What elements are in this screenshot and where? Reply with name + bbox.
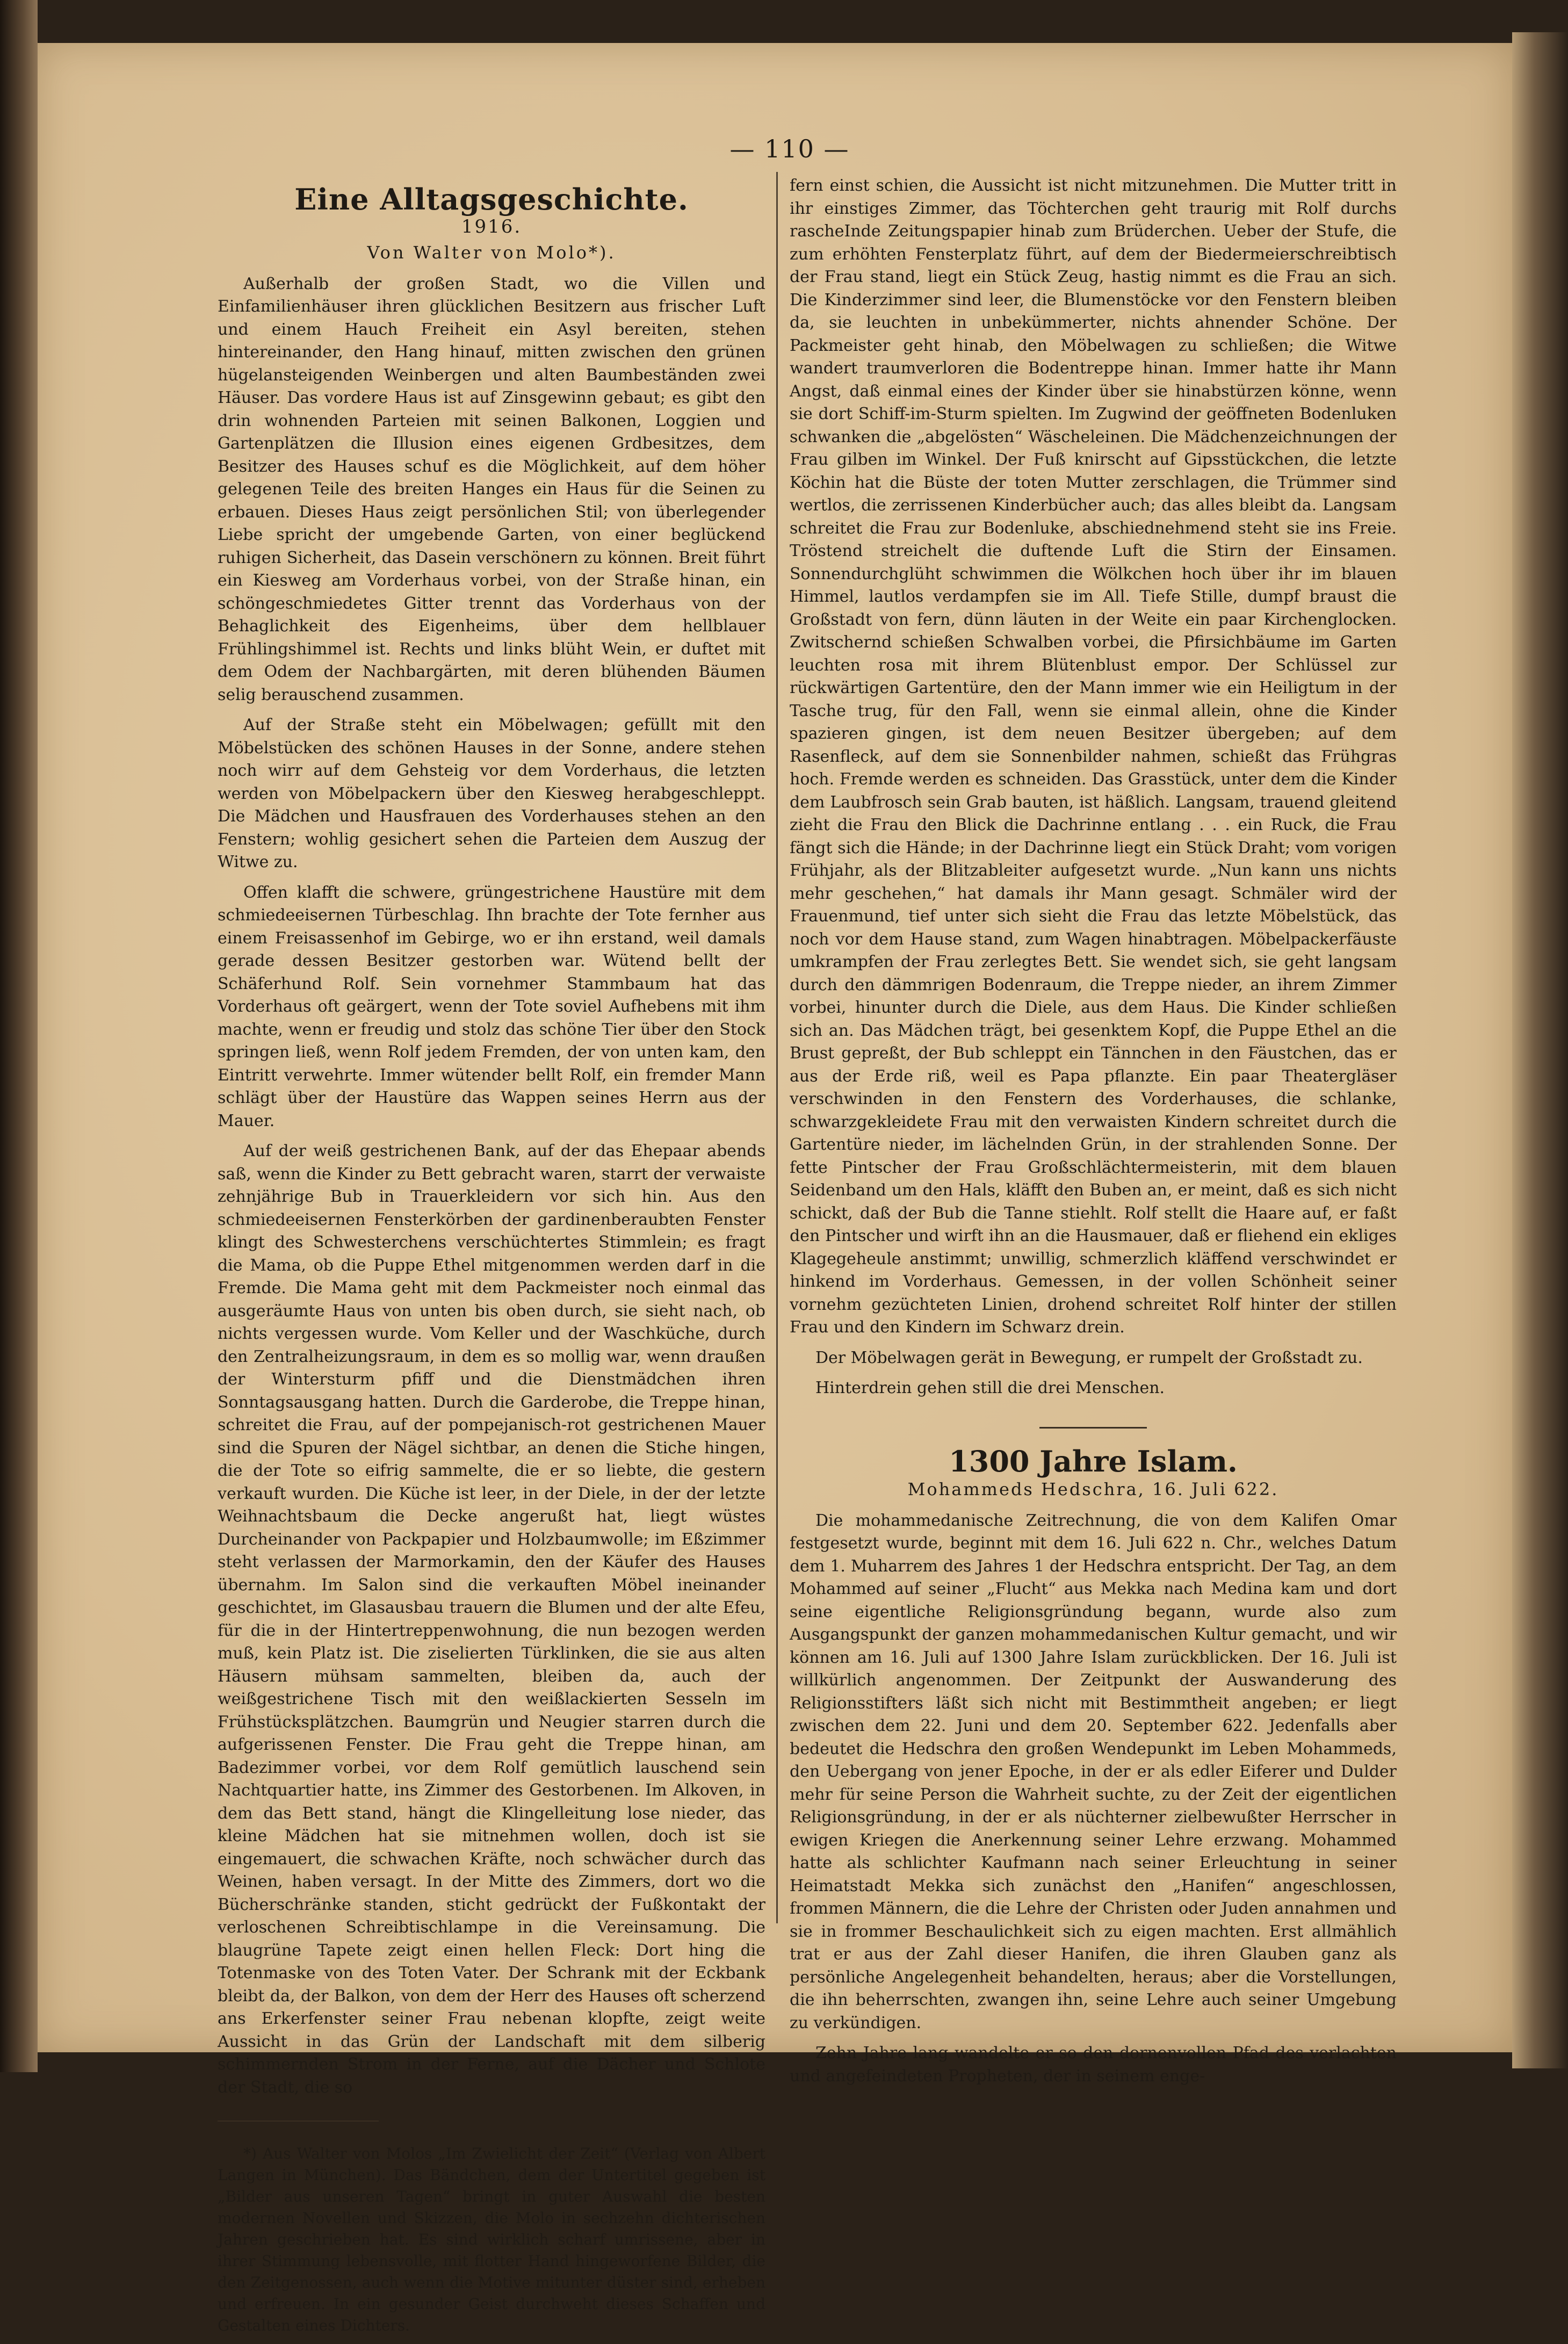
page-number: — 110 — xyxy=(729,134,850,163)
book-binding xyxy=(0,0,38,2072)
story-paragraph: Auf der weiß gestrichenen Bank, auf der das Ehepaar abends saß, wenn die Kinder zu Bett gebracht waren, starrt der verwaiste zehnjährige Bub in Trauerkleidern vor sich hin. Aus den schmiedeeisernen Fensterkörben der gardinenberaubten Fenster klingt des Schwesterchens verschüchtertes Stimmlein; es fragt die Mama, ob die Puppe Ethel mitgenommen werden darf in die Fremde. Die Mama geht mit dem Packmeister noch einmal das ausgeräumte Haus von unten bis oben durch, sie sieht nach, ob nichts vergessen wurde. Vom Keller und der Waschküche, durch den Zentralheizungsraum, in dem es so mollig war, wenn draußen der Wintersturm pfiff und die Dienstmädchen ihren Sonntagsausgang hatten. Durch die Garderobe, die Treppe hinan, schreitet die Frau, auf der pompejanisch-rot gestrichenen Mauer sind die Spuren der Nägel sichtbar, an denen die Stiche hingen, die der Tote so eifrig sammelte, die er so liebte, die gestern verkauft wurden. Die Küche ist leer, in der Diele, in der der letzte Weihnachtsbaum die Decke angerußt hat, liegt wüstes Durcheinander von Packpapier und Holzbaumwolle; im Eßzimmer steht verlassen der Marmorkamin, den der Käufer des Hauses übernahm. Im Salon sind die verkauften Möbel ineinander geschichtet, im Glasausbau trauern die Blumen und der alte Efeu, für die in der Hintertreppenwohnung, die nun bezogen werden muß, kein Platz ist. Die ziselierten Türklinken, die sie aus alten Häusern mühsam sammelten, bleiben da, auch der weißgestrichene Tisch mit den weißlackierten Sesseln im Frühstücksplätzchen. Baumgrün und Neugier starren durch die aufgerissenen Fenster. Die Frau geht die Treppe hinan, am Badezimmer vorbei, vor dem Rolf gemütlich lauschend sein Nachtquartier hatte, ins Zimmer des Gestorbenen. Im Alkoven, in dem das Bett stand, hängt die Klingelleitung lose nieder, das kleine Mädchen hat sie mitnehmen wollen, doch ist sie eingemauert, die schwachen Kräfte, noch schwächer durch das Weinen, haben versagt. In der Mitte des Zimmers, dort wo die Bücherschränke standen, sticht gedrückt der Fußkontakt der verloschenen Schreibtischlampe in die Vereinsamung. Die blaugrüne Tapete zeigt einen hellen Fleck: Dort hing die Totenmaske von des Toten Vater. Der Schrank mit der Eckbank bleibt da, der Balkon, von dem der Herr des Hauses oft scherzend ans Erkerfenster seiner Frau nebenan klopfte, zeigt weite Aussicht in das Grün der Landschaft mit dem silberig schimmernden Strom in der Ferne, auf die Dächer und Schlote der Stadt, die so xyxy=(218,1142,765,2097)
article-paragraph: Zehn Jahre lang wandelte er so den dornenvollen Pfad des verlachten und angefeindeten Propheten, der in seinem enge- xyxy=(790,2044,1397,2086)
story-paragraph: Auf der Straße steht ein Möbelwagen; gefüllt mit den Möbelstücken des schönen Hauses in der Sonne, andere stehen noch wirr auf dem Gehsteig vor dem Vorderhaus, die letzten werden von Möbelpackern über den Kiesweg herabgeschleppt. Die Mädchen und Hausfrauen des Vorderhauses stehen an den Fenstern; wohlig gesichert sehen die Parteien dem Auszug der Witwe zu. xyxy=(218,716,765,871)
article-subtitle: Mohammeds Hedschra, 16. Juli 622. xyxy=(907,1479,1279,1499)
column-divider xyxy=(776,172,778,1923)
story-byline: Von Walter von Molo*). xyxy=(367,242,616,263)
facing-page-edge xyxy=(1512,32,1568,2068)
story-continuation: fern einst schien, die Aussicht ist nicht mitzunehmen. Die Mutter tritt in ihr einstiges Zimmer, das Töchterchen geht traurig mit Rolf durchs rascheIndе Zeitungspapier hinab zum Brüderchen. Ueber der Stufe, die zum erhöhten Fensterplatz führt, auf dem der Biedermeierschreibtisch der Frau stand, liegt ein Stück Zeug, hastig nimmt es die Frau an sich. Die Kinderzimmer sind leer, die Blumenstöcke vor den Fenstern bleiben da, sie leuchten in unbekümmerter, nichts ahnender Schöne. Der Packmeister geht hinab, den Möbelwagen zu schließen; die Witwe wandert traumverloren die Bodentreppe hinan. Immer hatte ihr Mann Angst, daß einmal eines der Kinder über sie hinabstürzen könne, wenn sie dort Schiff-im-Sturm spielten. Im Zugwind der geöffneten Bodenluken schwanken die „abgelösten“ Wäscheleinen. Die Mädchenzeichnungen der Frau gilben im Winkel. Der Fuß knirscht auf Gipsstückchen, die letzte Köchin hat die Büste der toten Mutter zerschlagen, die Trümmer sind wertlos, die zerrissenen Kinderbücher auch; das alles bleibt da. Langsam schreitet die Frau zur Bodenluke, abschiednehmend steht sie ins Freie. Tröstend streichelt die duftende Luft die Stirn der Einsamen. Sonnendurchglüht schwimmen die Wölkchen hoch über ihr im blauen Himmel, lautlos verdampfen sie im All. Tiefe Stille, dumpf braust die Großstadt von fern, dünn läuten in der Weite ein paar Kirchenglocken. Zwitschernd schießen Schwalben vorbei, die Pfirsichbäume im Garten leuchten rosa mit ihrem Blütenblust empor. Der Schlüssel zur rückwärtigen Gartentüre, den der Mann immer wie ein Heiligtum in der Tasche trug, für den Fall, wenn sie einmal allein, ohne die Kinder spazieren gingen, ist dem neuen Besitzer übergeben; auf dem Rasenfleck, auf dem sie Sonnenbilder nahmen, schießt das Frühgras hoch. Fremde werden es schneiden. Das Grasstück, unter dem die Kinder dem Laubfrosch sein Grab bauten, ist häßlich. Langsam, trauend gleitend zieht die Frau den Blick die Dachrinne entlang . . . ein Ruck, die Frau fängt sich die Hände; in der Dachrinne liegt ein Stück Draht; vom vorigen Frühjahr, als der Blitzableiter aufgesetzt wurde. „Nun kann uns nichts mehr geschehen,“ hat damals ihr Mann gesagt. Schmäler wird der Frauenmund, tief unter sich sieht die Frau das letzte Möbelstück, das noch vor dem Hause stand, zum Wagen hinabtragen. Möbelpackerfäuste umkrampfen der Frau zerlegtes Bett. Sie wendet sich, sie geht langsam durch den dämmrigen Bodenraum, die Treppe nieder, an ihrem Zimmer vorbei, hinunter durch die Diele, aus dem Haus. Die Kinder schließen sich an. Das Mädchen trägt, bei gesenktem Kopf, die Puppe Ethel an die Brust gepreßt, der Bub schleppt ein Tännchen in den Fäustchen, das er aus der Erde riß, weil es Papa pflanzte. Ein paar Theatergläser verschwinden in den Fenstern des Vorderhauses, die schlanke, schwarzgekleidete Frau mit den verwaisten Kindern schreitet durch die Gartentüre nieder, im lächelnden Grün, in der strahlenden Sonne. Der fette Pintscher der Frau Großschlächtermeisterin, mit dem blauen Seidenband um den Hals, kläfft den Buben an, er meint, daß es sich nicht schickt, daß der Bub die Tanne stiehlt. Rolf stellt die Haare auf, er faßt den Pintscher und wirft ihn an die Hausmauer, daß er fliehend ein ekliges Klagegeheule anstimmt; unwillig, schmerzlich kläffend verschwindet er hinkend im Vorderhaus. Gemessen, in der vollen Schönheit seiner vornehm gezüchteten Linien, drohend schreitet Rolf hinter der stillen Frau und den Kindern im Schwarz drein. xyxy=(790,176,1397,1337)
section-rule xyxy=(1039,1427,1147,1429)
footnote-rule xyxy=(218,2121,379,2122)
story-continuation: Hinterdrein gehen still die drei Menschen. xyxy=(815,1379,1165,1397)
article-title: 1300 Jahre Islam. xyxy=(949,1444,1238,1478)
story-continuation: Der Möbelwagen gerät in Bewegung, er rumpelt der Großstadt zu. xyxy=(815,1348,1363,1367)
article-paragraph: Die mohammedanische Zeitrechnung, die von dem Kalifen Omar festgesetzt wurde, beginnt mit dem 16. Juli 622 n. Chr., welches Datum dem 1. Muharrem des Jahres 1 der Hedschra entspricht. Der Tag, an dem Mohammed auf seiner „Flucht“ aus Mekka nach Medina kam und dort seine eigentliche Religionsgründung begann, wurde also zum Ausgangspunkt der ganzen mohammedanischen Kultur gemacht, und wir können am 16. Juli auf 1300 Jahre Islam zurückblicken. Der 16. Juli ist willkürlich angenommen. Der Zeitpunkt der Auswanderung des Religionsstifters läßt sich nicht mit Bestimmtheit angeben; er liegt zwischen dem 22. Juni und dem 20. September 622. Jedenfalls aber bedeutet die Hedschra den großen Wendepunkt im Leben Mohammeds, den Uebergang von jener Epoche, in der er als edler Eiferer und Dulder mehr für seine Person die Wahrheit suchte, zu der Zeit der eigentlichen Religionsgründung, in der er als nüchterner zielbewußter Herrscher in ewigen Kriegen die Anerkennung seiner Lehre erzwang. Mohammed hatte als schlichter Kaufmann nach seiner Erleuchtung in seiner Heimatstadt Mekka sich zunächst den „Hanifen“ angeschlossen, frommen Männern, die die Lehre der Christen oder Juden annahmen und sie in frommer Beschaulichkeit sich zu eigen machten. Erst allmählich trat er aus der Zahl dieser Hanifen, die ihren Glauben ganz als persönliche Angelegenheit behandelten, heraus; aber die Vorstellungen, die ihn beherrschten, zwangen ihn, seine Lehre auch seiner Umgebung zu verkündigen. xyxy=(790,1511,1397,2032)
left-column xyxy=(218,177,765,2344)
story-year: 1916. xyxy=(461,215,522,237)
story-paragraph: Außerhalb der großen Stadt, wo die Villen und Einfamilienhäuser ihren glücklichen Besitzern aus frischer Luft und einem Hauch Freiheit ein Asyl bereiten, stehen hintereinander, den Hang hinauf, mitten zwischen den grünen hügelansteigenden Weinbergen und alten Baumbeständen zwei Häuser. Das vordere Haus ist auf Zinsgewinn gebaut; es gibt den drin wohnenden Parteien mit seinen Balkonen, Loggien und Gartenplätzen die Illusion eines eigenen Grdbesitzes, dem Besitzer des Hauses schuf es die Möglichkeit, auf dem höher gelegenen Teile des breiten Hanges ein Haus für die Seinen zu erbauen. Dieses Haus zeigt persönlichen Stil; von überlegender Liebe spricht der umgebende Garten, von einer beglückend ruhigen Sicherheit, das Dasein verschönern zu können. Breit führt ein Kiesweg am Vorderhaus vorbei, von der Straße hinan, ein schöngeschmiedetes Gitter trennt das Vorderhaus von der Behaglichkeit des Eigenheims, über dem hellblauer Frühlingshimmel ist. Rechts und links blüht Wein, er duftet mit dem Odem der Nachbargärten, mit deren blühenden Bäumen selig berauschend zusammen. xyxy=(218,274,765,704)
story-paragraph: Offen klafft die schwere, grüngestrichene Haustüre mit dem schmiedeeisernen Türbeschlag. Ihn brachte der Tote fernher aus einem Freisassenhof im Gebirge, wo er ihn erstand, weil damals gerade dessen Besitzer gestorben war. Wütend bellt der Schäferhund Rolf. Sein vornehmer Stammbaum hat das Vorderhaus oft geärgert, wenn der Tote soviel Aufhebens mit ihm machte, wenn er freudig und stolz das schöne Tier über den Stock springen ließ, wenn Rolf jedem Fremden, der von unten kam, den Eintritt verwehrte. Immer wütender bellt Rolf, ein fremder Mann schlägt über der Haustüre das Wappen seines Herrn aus der Mauer. xyxy=(218,883,765,1130)
story-title: Eine Alltagsgeschichte. xyxy=(294,182,689,217)
right-column xyxy=(790,175,1397,2095)
footnote: *) Aus Walter von Molos „Im Zwielicht der Zeit“ (Verlag von Albert Langen in München). Das Bändchen, dem der Untertitel gegeben ist „Bilder aus unseren Tagen“ bringt in guter Auswahl die besten modernen Novellen und Skizzen, die Molo in sechzehn dichterischen Jahren geschrieben hat. Es sind wirklich scharf umrissene, aber in ihrer Stimmung lebensvolle, mit flotter Hand hingeworfene Bilder, die den Zeitgenossen, auch wenn die Motive mitunter düster sind, erheben und erfreuen. In ein gesunder Geist durchweht dieses Schaffen und Gestalten eines Dichters. xyxy=(218,2145,765,2334)
